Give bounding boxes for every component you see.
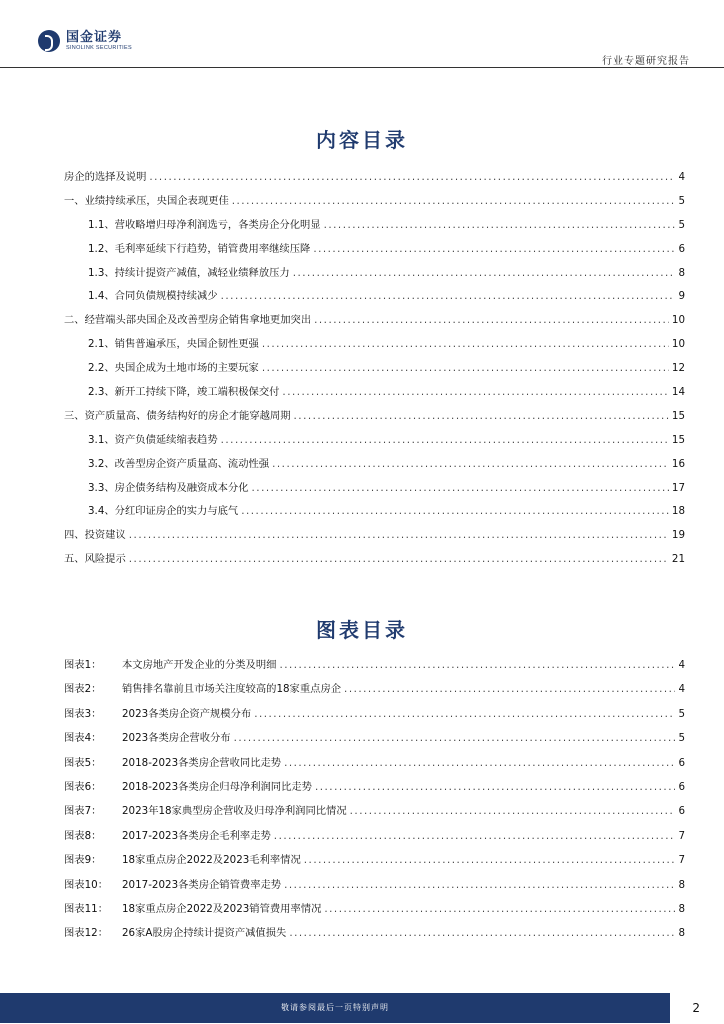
toc-entry-page: 14 (671, 386, 685, 399)
toc-entry-text: 三、资产质量高、债务结构好的房企才能穿越周期 (64, 409, 291, 422)
dot-leader (314, 314, 669, 326)
dot-leader (241, 505, 669, 517)
figure-label: 图表4： (64, 732, 102, 745)
figure-entry[interactable] (64, 924, 685, 948)
dot-leader (129, 553, 669, 565)
figure-entry-text: 2018-2023各类房企归母净利润同比走势 (122, 780, 312, 793)
dot-leader (350, 805, 676, 817)
dot-leader (293, 267, 676, 279)
toc-entry-text: 房企的选择及说明 (64, 171, 147, 183)
figure-entry[interactable] (64, 851, 685, 875)
figure-entry-page: 6 (678, 780, 685, 793)
logo-cn-text: 国金证券 (66, 29, 123, 45)
toc-entry-page: 16 (671, 457, 685, 470)
figure-label: 图表9： (64, 854, 102, 867)
dot-leader (254, 708, 675, 720)
dot-leader (262, 362, 669, 374)
toc-entry[interactable] (64, 240, 685, 264)
figure-entry-text: 销售排名靠前且市场关注度较高的18家重点房企 (122, 683, 342, 696)
figures-title: 图表目录 (316, 618, 408, 642)
dot-leader (289, 927, 675, 939)
toc-entry[interactable] (64, 550, 685, 574)
company-logo (38, 30, 132, 52)
figure-entry-page: 5 (678, 707, 685, 720)
disclaimer-note: 敬请参阅最后一页特别声明 (281, 1003, 389, 1012)
toc-entry-page: 10 (671, 338, 685, 351)
page-header (0, 0, 724, 70)
dot-leader (324, 903, 675, 915)
toc-entry-page: 12 (671, 362, 685, 375)
dot-leader (279, 659, 675, 671)
toc-entry[interactable] (64, 502, 685, 526)
figure-entry-page: 8 (678, 927, 685, 940)
figure-label: 图表2： (64, 683, 102, 696)
toc-entry-text: 3.4、分红印证房企的实力与底气 (88, 505, 239, 518)
toc-entry-page: 10 (671, 314, 685, 327)
toc-entry-page: 4 (678, 171, 685, 183)
figure-label: 图表3： (64, 707, 102, 720)
figure-entry-text: 本文房地产开发企业的分类及明细 (122, 659, 277, 671)
figure-entry[interactable] (64, 802, 685, 826)
figure-entry-text: 18家重点房企2022及2023毛利率情况 (122, 854, 301, 867)
dot-leader (304, 854, 676, 866)
header-divider (0, 67, 724, 68)
figure-entry[interactable] (64, 778, 685, 802)
figure-label: 图表1： (64, 659, 102, 671)
toc-entry-page: 21 (671, 553, 685, 566)
figure-entry[interactable] (64, 827, 685, 851)
figures-list (64, 656, 685, 949)
figure-label: 图表12： (64, 927, 108, 940)
toc-entry-text: 五、风险提示 (64, 553, 126, 566)
dot-leader (221, 290, 676, 302)
figure-entry-text: 2023各类房企资产规模分布 (122, 707, 252, 720)
toc-title: 内容目录 (316, 128, 408, 152)
toc-entry[interactable] (64, 287, 685, 311)
toc-entry[interactable] (64, 383, 685, 407)
toc-entry[interactable] (64, 216, 685, 240)
toc-entry[interactable] (64, 455, 685, 479)
dot-leader (274, 830, 676, 842)
dot-leader (262, 338, 669, 350)
figure-label: 图表6： (64, 780, 102, 793)
toc-entry[interactable] (64, 431, 685, 455)
toc-entry-text: 1.4、合同负债规模持续减少 (88, 290, 218, 303)
figure-entry-text: 2023各类房企营收分布 (122, 732, 231, 745)
toc-entry[interactable] (64, 335, 685, 359)
toc-entry[interactable] (64, 526, 685, 550)
toc-list (64, 168, 685, 574)
figure-label: 图表5： (64, 756, 102, 769)
toc-entry-text: 2.1、销售普遍承压，央国企韧性更强 (88, 338, 259, 351)
figure-entry[interactable] (64, 754, 685, 778)
toc-entry-text: 2.2、央国企成为土地市场的主要玩家 (88, 362, 259, 375)
figure-entry-page: 4 (678, 683, 685, 696)
dot-leader (284, 757, 675, 769)
figure-entry-page: 6 (678, 805, 685, 818)
toc-entry[interactable] (64, 311, 685, 335)
toc-entry-page: 5 (678, 194, 685, 207)
toc-entry-page: 17 (671, 481, 685, 494)
dot-leader (313, 243, 675, 255)
figure-entry-page: 6 (678, 756, 685, 769)
figure-label: 图表10： (64, 878, 108, 891)
toc-entry-text: 1.3、持续计提资产减值，减轻业绩释放压力 (88, 266, 290, 279)
dot-leader (234, 732, 676, 744)
toc-entry[interactable] (64, 359, 685, 383)
toc-entry-page: 19 (671, 529, 685, 542)
figure-entry-page: 4 (678, 659, 685, 671)
toc-entry-page: 9 (678, 290, 685, 303)
logo-en-text: SINOLINK SECURITIES (66, 44, 132, 51)
dot-leader (232, 195, 676, 207)
toc-entry-page: 5 (678, 218, 685, 231)
figure-entry[interactable] (64, 705, 685, 729)
logo-icon (38, 30, 60, 52)
figure-entry-page: 5 (678, 732, 685, 745)
dot-leader (149, 171, 675, 183)
figure-entry[interactable] (64, 729, 685, 753)
figure-label: 图表8： (64, 829, 102, 842)
toc-entry-page: 15 (671, 409, 685, 422)
figure-entry-text: 18家重点房企2022及2023销管费用率情况 (122, 902, 322, 915)
toc-entry[interactable] (64, 479, 685, 503)
dot-leader (284, 879, 675, 891)
figure-entry[interactable] (64, 876, 685, 900)
dot-leader (221, 434, 669, 446)
toc-entry-text: 3.2、改善型房企资产质量高、流动性强 (88, 457, 270, 470)
toc-entry-page: 6 (678, 242, 685, 255)
dot-leader (294, 410, 669, 422)
report-type: 行业专题研究报告 (602, 56, 690, 67)
toc-entry-text: 四、投资建议 (64, 529, 126, 542)
figure-entry[interactable] (64, 680, 685, 704)
toc-entry-text: 一、业绩持续承压，央国企表现更佳 (64, 194, 229, 207)
dot-leader (344, 683, 675, 695)
figure-label: 图表11： (64, 902, 108, 915)
figure-entry-text: 2018-2023各类房企营收同比走势 (122, 756, 282, 769)
toc-entry[interactable] (64, 264, 685, 288)
figure-entry-text: 26家A股房企持续计提资产减值损失 (122, 927, 287, 940)
figure-entry-page: 7 (678, 854, 685, 867)
figure-entry-page: 8 (678, 902, 685, 915)
page-footer (0, 992, 724, 1024)
toc-entry-page: 18 (671, 505, 685, 518)
toc-entry-text: 3.1、资产负债延续缩表趋势 (88, 433, 218, 446)
figure-entry-text: 2017-2023各类房企毛利率走势 (122, 829, 271, 842)
page-number: 2 (692, 1001, 700, 1015)
toc-entry-text: 3.3、房企债务结构及融资成本分化 (88, 481, 249, 494)
dot-leader (315, 781, 675, 793)
toc-entry[interactable] (64, 168, 685, 192)
toc-entry-text: 1.2、毛利率延续下行趋势，销管费用率继续压降 (88, 242, 311, 255)
toc-entry[interactable] (64, 407, 685, 431)
toc-entry-page: 15 (671, 433, 685, 446)
figure-entry-page: 8 (678, 878, 685, 891)
figure-label: 图表7： (64, 805, 102, 818)
toc-entry-text: 1.1、营收略增归母净利润选亏，各类房企分化明显 (88, 218, 321, 231)
dot-leader (129, 529, 669, 541)
figure-entry-text: 2017-2023各类房企销管费率走势 (122, 878, 282, 891)
dot-leader (252, 482, 669, 494)
toc-entry-text: 2.3、新开工持续下降，竣工端积极保交付 (88, 386, 280, 399)
toc-entry[interactable] (64, 192, 685, 216)
dot-leader (282, 386, 668, 398)
figure-entry[interactable] (64, 656, 685, 680)
dot-leader (324, 219, 676, 231)
figure-entry[interactable] (64, 900, 685, 924)
dot-leader (272, 458, 669, 470)
toc-entry-page: 8 (678, 266, 685, 279)
toc-entry-text: 二、经营端头部央国企及改善型房企销售拿地更加突出 (64, 314, 312, 327)
figure-entry-page: 7 (678, 829, 685, 842)
figure-entry-text: 2023年18家典型房企营收及归母净利润同比情况 (122, 805, 347, 818)
